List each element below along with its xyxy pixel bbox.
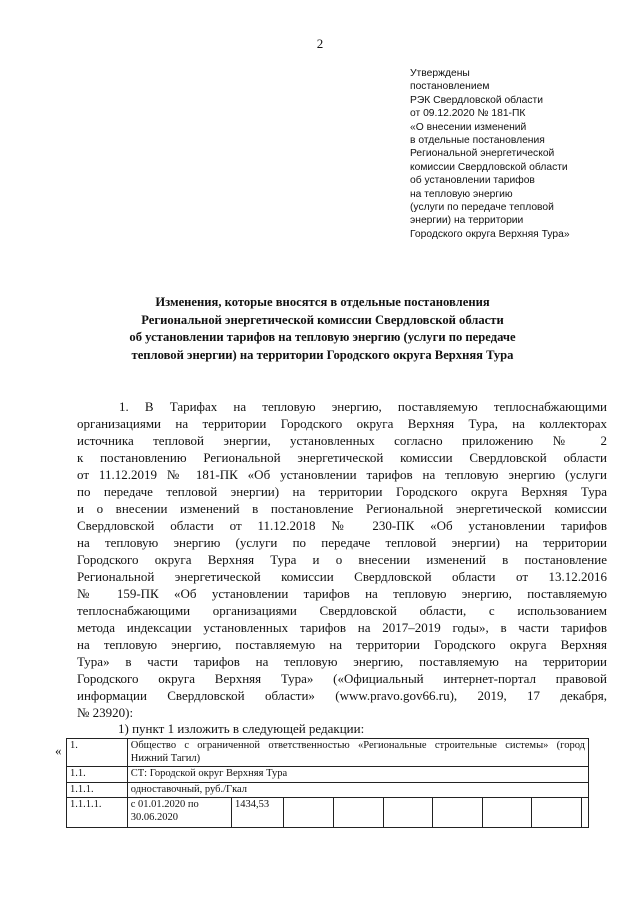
empty-cell [383,798,433,828]
approval-line: в отдельные постановления [410,135,545,147]
body-line: 1. В Тарифах на тепловую энергию, поставляемую теплоснабжающими [119,399,607,414]
title-line: Региональной энергетической комиссии Свердловской области [141,312,504,327]
value-cell: 1434,53 [231,798,283,828]
body-line: Региональной энергетической комиссии Свердловской области от 13.12.2016 [77,569,607,584]
table-row [67,767,589,783]
period-cell: с 01.01.2020 по 30.06.2020 [127,798,231,828]
body-line: метода индексации установленных тарифов на 2017–2019 годы», в части тарифов [77,620,607,635]
approval-line: от 09.12.2020 № 181-ПК [410,108,526,120]
empty-cell [532,798,582,828]
body-line: источника тепловой энергии, установленных согласно приложению № 2 [77,433,607,448]
body-line: на тепловую энергию, поставляемую на территории Городского округа Верхняя [77,637,607,652]
empty-cell [333,798,383,828]
empty-cell [284,798,334,828]
approval-line: РЭК Свердловской области [410,94,543,106]
table-row [67,739,589,767]
body-line: от 11.12.2019 № 181-ПК «Об установлении тарифов на тепловую энергию (услуги [77,467,607,482]
open-quote: « [55,743,62,758]
table-row [67,782,589,798]
approval-line: на тепловую энергию [410,188,513,200]
system-name: СТ: Городской округ Верхняя Тура [127,767,588,783]
approval-line: Городского округа Верхняя Тура» [410,228,570,240]
approval-block [410,67,625,241]
approval-line: (услуги по передаче тепловой [410,202,554,214]
body-line: № 23920): [77,705,134,720]
body-line: Городского округа Верхняя Тура и о внесении изменений в постановление [77,552,607,567]
body-line: по передаче тепловой энергии) на территории Городского округа Верхняя Тура [77,484,607,499]
tariff-table [66,738,589,828]
approval-line: Утверждены [410,68,470,79]
table-row [67,798,589,828]
row-number: 1.1.1. [67,782,128,798]
row-number: 1.1.1.1. [67,798,128,828]
body-line: Тура» в части тарифов на тепловую энергию, поставляемую на территории [77,654,607,669]
row-number: 1. [67,739,128,767]
title-line: тепловой энергии) на территории Городского округа Верхняя Тура [131,348,514,363]
organization-name: Общество с ограниченной ответственностью «Региональные строительные системы» (город Нижний Тагил) [127,739,588,767]
body-line: информации Свердловской области» (www.pravo.gov66.ru), 2019, 17 декабря, [77,688,607,703]
tariff-type: одноставочный, руб./Гкал [127,782,588,798]
sub-item-1: 1) пункт 1 изложить в следующей редакции: [118,721,365,736]
approval-line: Региональной энергетической [410,148,555,160]
page-number: 2 [316,36,324,51]
body-line: Свердловской области от 11.12.2018 № 230-ПК «Об установлении тарифов [77,518,607,533]
body-line: и о внесении изменений в постановление Региональной энергетической комиссии [77,501,607,516]
body-line: Городского округа Верхняя Тура» («Официальный интернет-портал правовой [77,671,607,686]
approval-line: комиссии Свердловской области [410,161,568,173]
empty-cell [433,798,483,828]
document-title [60,294,585,365]
row-number: 1.1. [67,767,128,783]
approval-line: «О внесении изменений [410,121,527,133]
title-line: Изменения, которые вносятся в отдельные постановления [155,295,490,309]
approval-line: постановлением [410,81,490,93]
approval-line: об установлении тарифов [410,175,535,187]
body-line: организациями на территории Городского округа Верхняя Тура, на коллекторах [77,416,607,431]
approval-line: энергии) на территории [410,215,524,227]
body-line: № 159-ПК «Об установлении тарифов на тепловую энергию, поставляемую [77,586,607,601]
title-line: об установлении тарифов на тепловую энергию (услуги по передаче [129,330,516,345]
empty-cell [482,798,532,828]
body-line: на тепловую энергию (услуги по передаче тепловой энергии) на территории [77,535,607,550]
body-line: к постановлению Региональной энергетической комиссии Свердловской области [77,450,607,465]
empty-cell [582,798,589,828]
body-line: теплоснабжающими организациями Свердловской области, с использованием [77,603,607,618]
body-paragraph [77,398,607,721]
